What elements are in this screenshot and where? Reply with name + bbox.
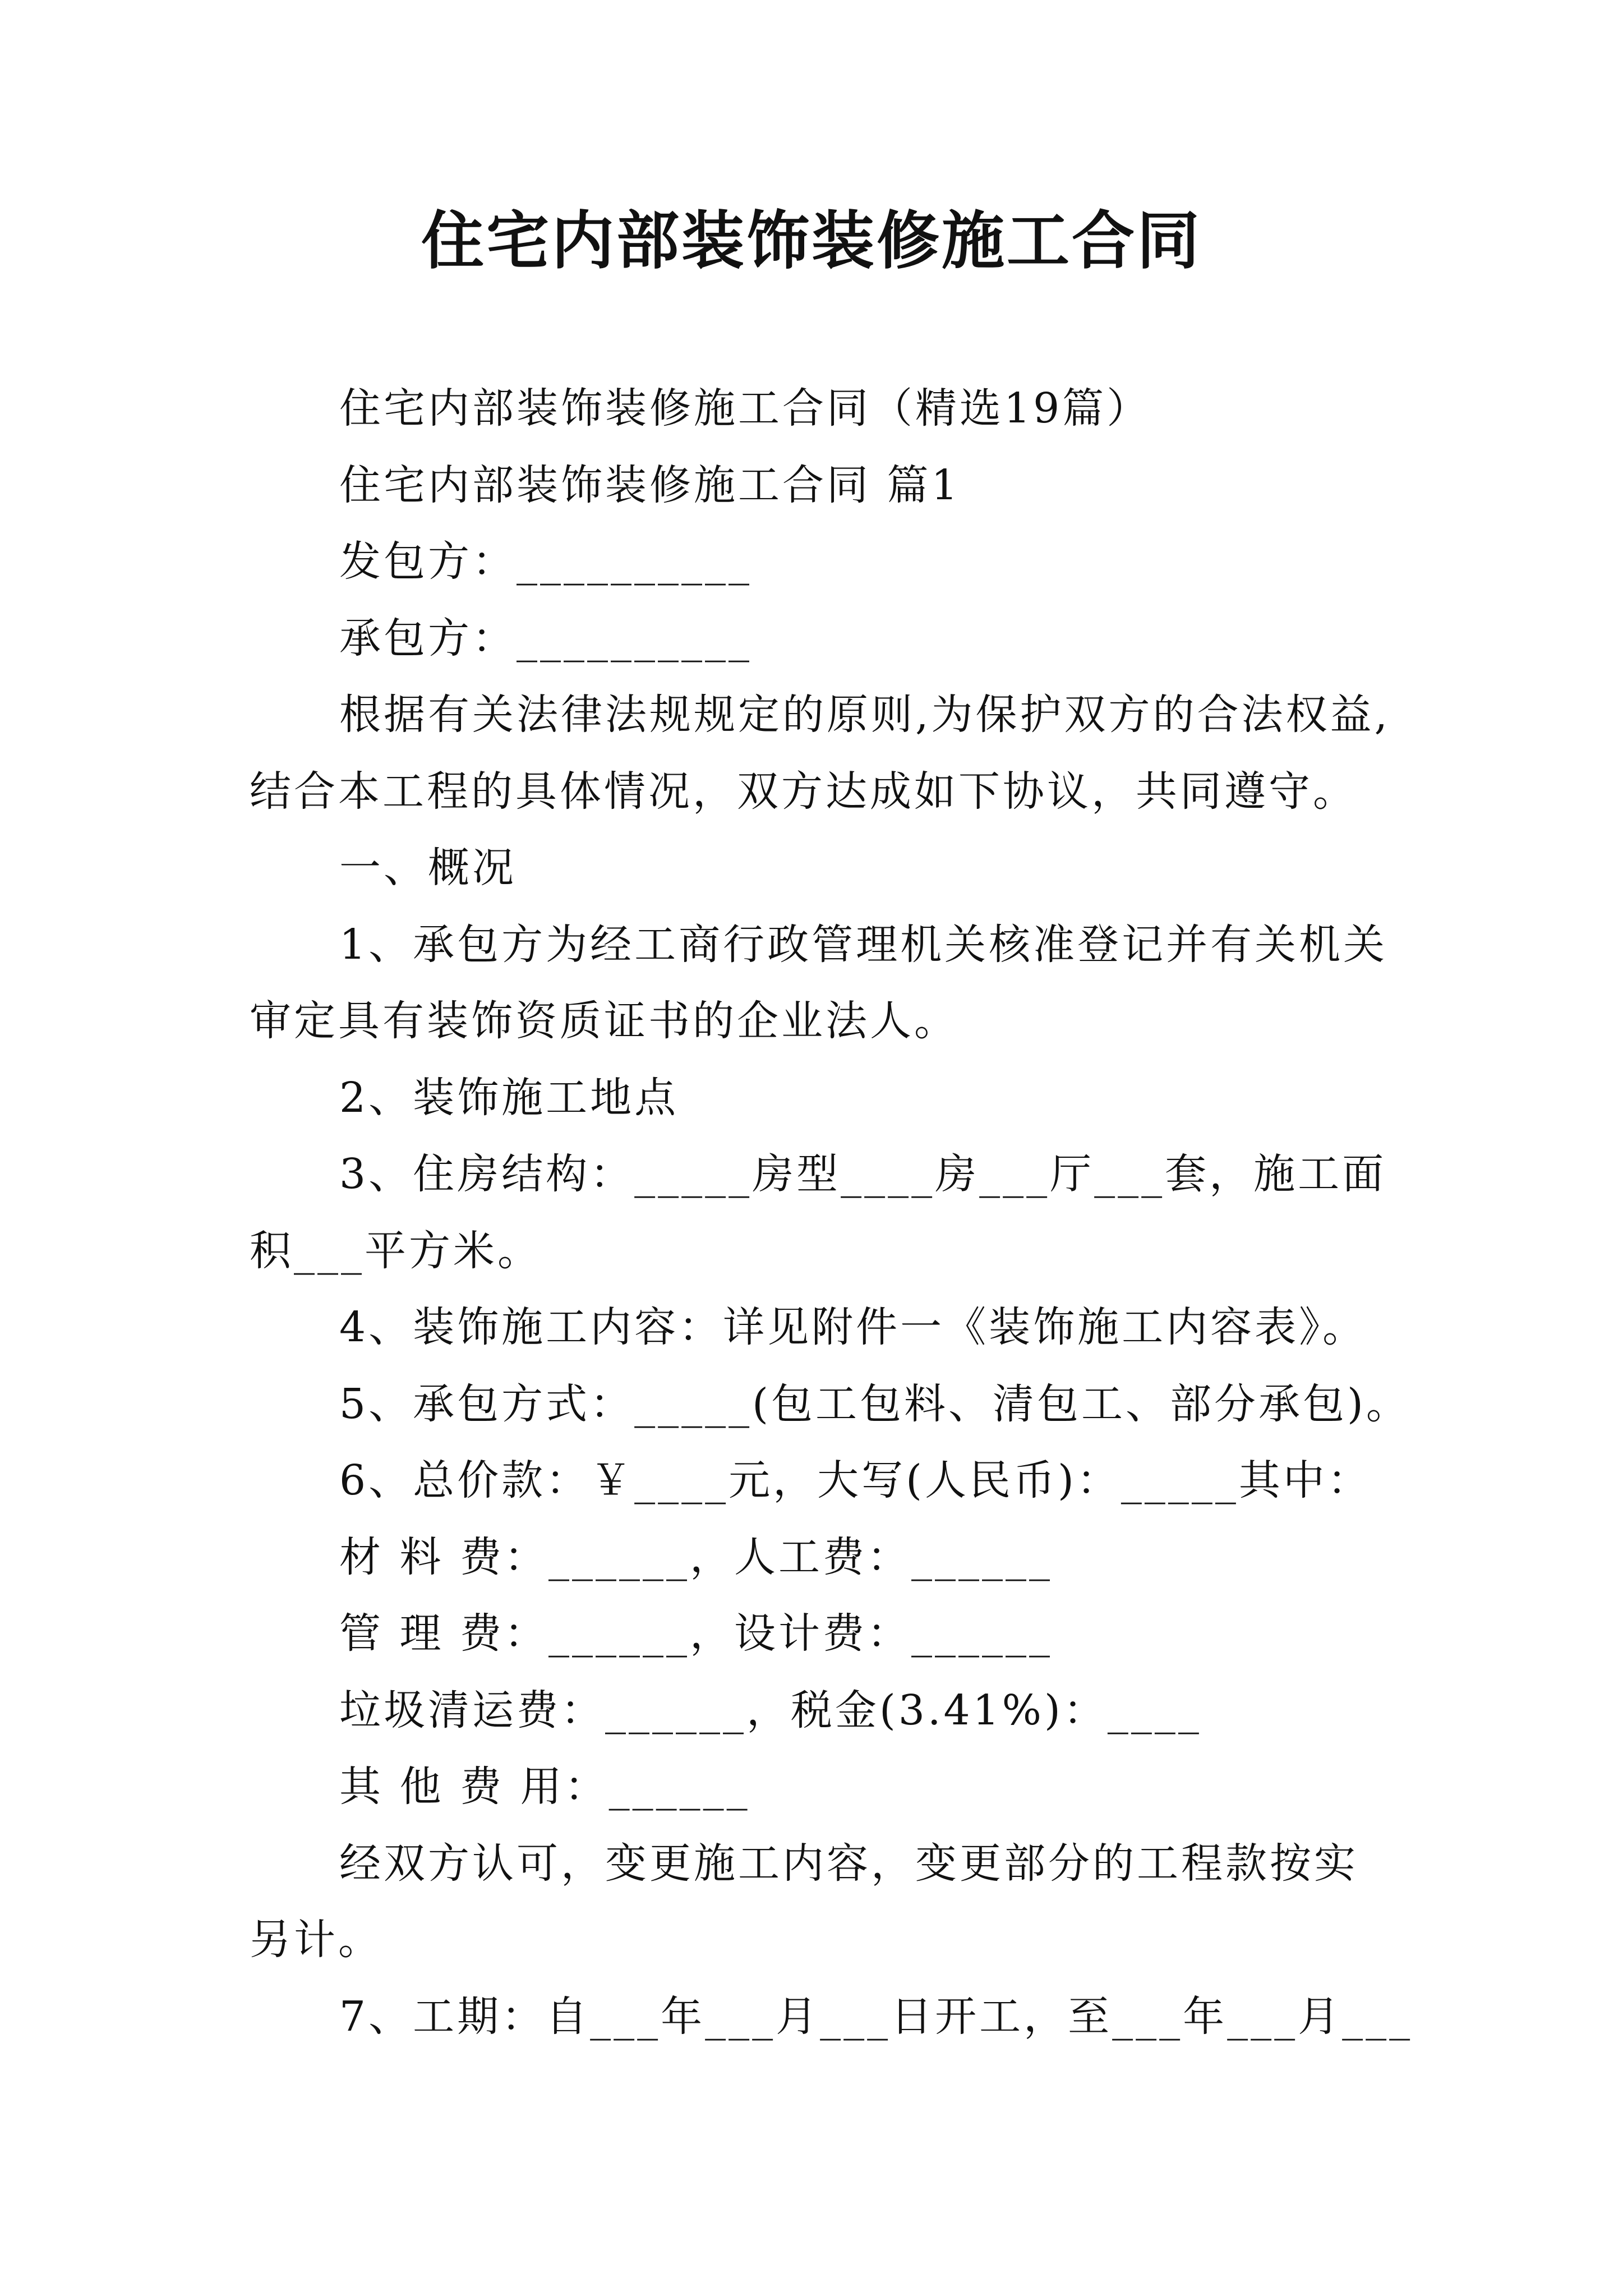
paragraph-subtitle: 住宅内部装饰装修施工合同（精选19篇） [339,384,1151,432]
paragraph-clause-6: 6、总价款：￥____元，大写(人民币)：_____其中： [339,1456,1372,1504]
document-body [250,370,1413,2055]
paragraph-clause-2: 2、装饰施工地点 [339,1073,679,1122]
document-title: 住宅内部装饰装修施工合同 [421,204,1202,278]
paragraph-waste-fee: 垃圾清运费：______，税金(3.41%)：____ [339,1686,1202,1734]
paragraph-clause-4: 4、装饰施工内容：详见附件一《装饰施工内容表》。 [339,1303,1367,1351]
paragraph-clause-7: 7、工期：自___年___月___日开工，至___年___月___ [339,1992,1413,2041]
paragraph-preamble: 根据有关法律法规规定的原则,为保护双方的合法权益,结合本工程的具体情况，双方达成如下协议，共同遵守。 [250,691,1391,816]
paragraph-clause-5: 5、承包方式：_____(包工包料、清包工、部分承包)。 [339,1379,1410,1428]
paragraph-clause-3: 3、住房结构：_____房型____房___厅___套，施工面积___平方米。 [250,1150,1387,1275]
paragraph-change-note: 经双方认可，变更施工内容，变更部分的工程款按实另计。 [250,1839,1358,1964]
paragraph-overview-heading: 一、概况 [339,844,517,892]
paragraph-contractor: 承包方：__________ [339,614,752,662]
paragraph-clause-1: 1、承包方为经工商行政管理机关核准登记并有关机关审定具有装饰资质证书的企业法人。 [250,920,1388,1045]
paragraph-material-fee: 材 料 费：______，人工费：______ [339,1533,1053,1581]
paragraph-management-fee: 管 理 费：______，设计费：______ [339,1609,1053,1658]
paragraph-section-heading: 住宅内部装饰装修施工合同 篇1 [339,461,961,509]
paragraph-other-fee: 其 他 费 用：______ [339,1763,750,1811]
paragraph-employer: 发包方：__________ [339,537,752,586]
